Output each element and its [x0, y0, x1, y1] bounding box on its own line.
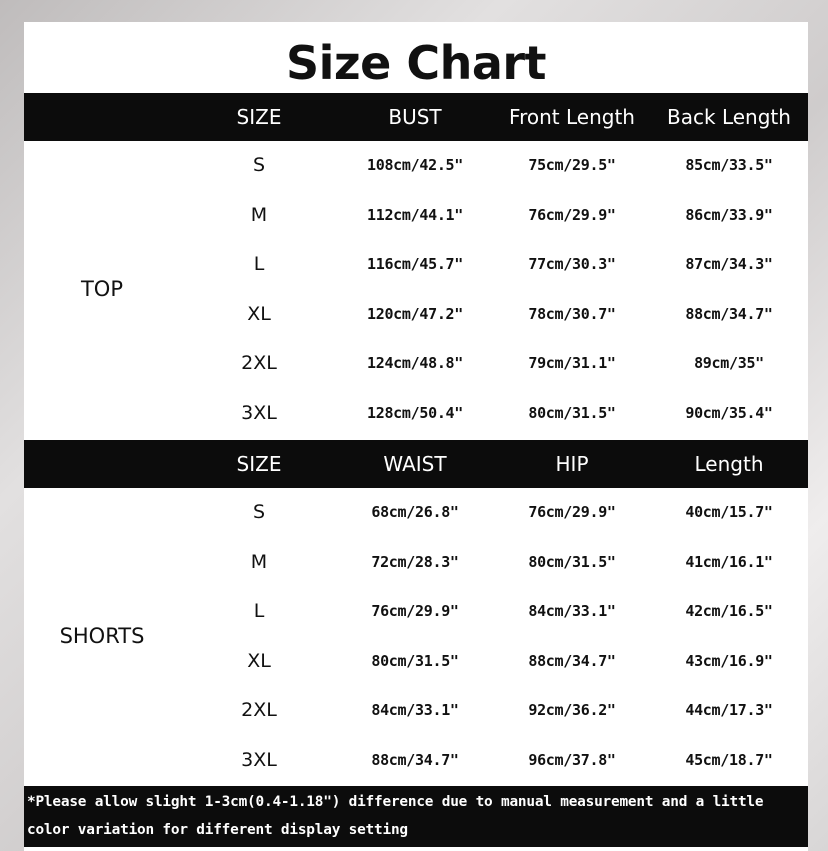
table-row	[24, 637, 808, 686]
table-row	[24, 389, 808, 438]
chart-title: Size Chart	[285, 36, 547, 90]
size-cell: 3XL	[241, 748, 277, 771]
measurement-cell: 41cm/16.1"	[685, 552, 773, 571]
size-cell: 2XL	[241, 352, 277, 374]
measurement-cell: 84cm/33.1"	[528, 602, 616, 620]
measurement-cell: 76cm/29.9"	[528, 205, 616, 224]
table-row	[24, 538, 808, 587]
size-cell: M	[250, 550, 268, 573]
measurement-cell: 112cm/44.1"	[366, 205, 464, 224]
measurement-cell: 40cm/15.7"	[685, 503, 773, 521]
size-cell: L	[253, 600, 265, 622]
measurement-cell: 80cm/31.5"	[371, 651, 459, 670]
measurement-cell: 108cm/42.5"	[366, 156, 464, 174]
measurement-cell: 87cm/34.3"	[685, 255, 773, 273]
measurement-cell: 43cm/16.9"	[685, 651, 773, 670]
measurement-cell: 92cm/36.2"	[528, 701, 616, 719]
shorts-group-label: SHORTS	[59, 624, 145, 648]
measurement-cell: 77cm/30.3"	[528, 255, 616, 273]
top-group-label: TOP	[80, 277, 124, 301]
measurement-cell: 45cm/18.7"	[685, 750, 773, 769]
size-cell: S	[252, 501, 266, 523]
shorts-header-row	[24, 440, 808, 488]
top-header-bust: BUST	[388, 105, 442, 129]
measurement-cell: 85cm/33.5"	[685, 156, 773, 174]
measurement-cell: 80cm/31.5"	[528, 552, 616, 571]
table-row	[24, 587, 808, 636]
top-header-front-length: Front Length	[509, 105, 635, 129]
size-chart-card	[24, 22, 808, 851]
table-row	[24, 488, 808, 537]
measurement-cell: 76cm/29.9"	[528, 503, 616, 521]
measurement-cell: 68cm/26.8"	[371, 503, 459, 521]
shorts-header-size: SIZE	[236, 452, 282, 476]
table-row	[24, 141, 808, 190]
measurement-cell: 75cm/29.5"	[528, 156, 616, 174]
measurement-cell: 88cm/34.7"	[528, 651, 616, 670]
measurement-cell: 90cm/35.4"	[685, 403, 773, 422]
top-section	[24, 141, 808, 437]
measurement-cell: 116cm/45.7"	[366, 255, 464, 273]
table-row	[24, 290, 808, 339]
table-row	[24, 191, 808, 240]
measurement-cell: 80cm/31.5"	[528, 403, 616, 422]
measurement-cell: 72cm/28.3"	[371, 552, 459, 571]
measurement-cell: 120cm/47.2"	[366, 304, 464, 323]
measurement-cell: 88cm/34.7"	[371, 750, 459, 769]
size-cell: S	[252, 154, 266, 176]
shorts-section	[24, 488, 808, 784]
table-row	[24, 339, 808, 388]
shorts-header-hip: HIP	[555, 452, 589, 476]
shorts-header-waist: WAIST	[383, 452, 447, 476]
shorts-header-length: Length	[694, 452, 764, 476]
table-row	[24, 240, 808, 289]
table-row	[24, 686, 808, 735]
size-cell: XL	[247, 649, 271, 672]
size-cell: XL	[247, 302, 271, 325]
measurement-cell: 124cm/48.8"	[366, 354, 464, 372]
measurement-cell: 128cm/50.4"	[366, 403, 464, 422]
measurement-cell: 86cm/33.9"	[685, 205, 773, 224]
table-row	[24, 736, 808, 785]
top-header-size: SIZE	[236, 105, 282, 129]
measurement-cell: 44cm/17.3"	[685, 701, 773, 719]
top-header-row	[24, 93, 808, 141]
measurement-cell: 84cm/33.1"	[371, 701, 459, 719]
measurement-cell: 89cm/35"	[694, 354, 764, 372]
size-cell: M	[250, 203, 268, 226]
measurement-cell: 79cm/31.1"	[528, 354, 616, 372]
measurement-cell: 96cm/37.8"	[528, 750, 616, 769]
size-cell: L	[253, 253, 265, 275]
top-header-back-length: Back Length	[667, 105, 791, 129]
measurement-cell: 76cm/29.9"	[371, 602, 459, 620]
size-cell: 3XL	[241, 401, 277, 424]
measurement-cell: 42cm/16.5"	[685, 602, 773, 620]
size-cell: 2XL	[241, 699, 277, 721]
measurement-cell: 88cm/34.7"	[685, 304, 773, 323]
footnote: *Please allow slight 1-3cm(0.4-1.18") difference due to manual measurement and a little color variation for different display setting	[24, 786, 808, 847]
measurement-cell: 78cm/30.7"	[528, 304, 616, 323]
